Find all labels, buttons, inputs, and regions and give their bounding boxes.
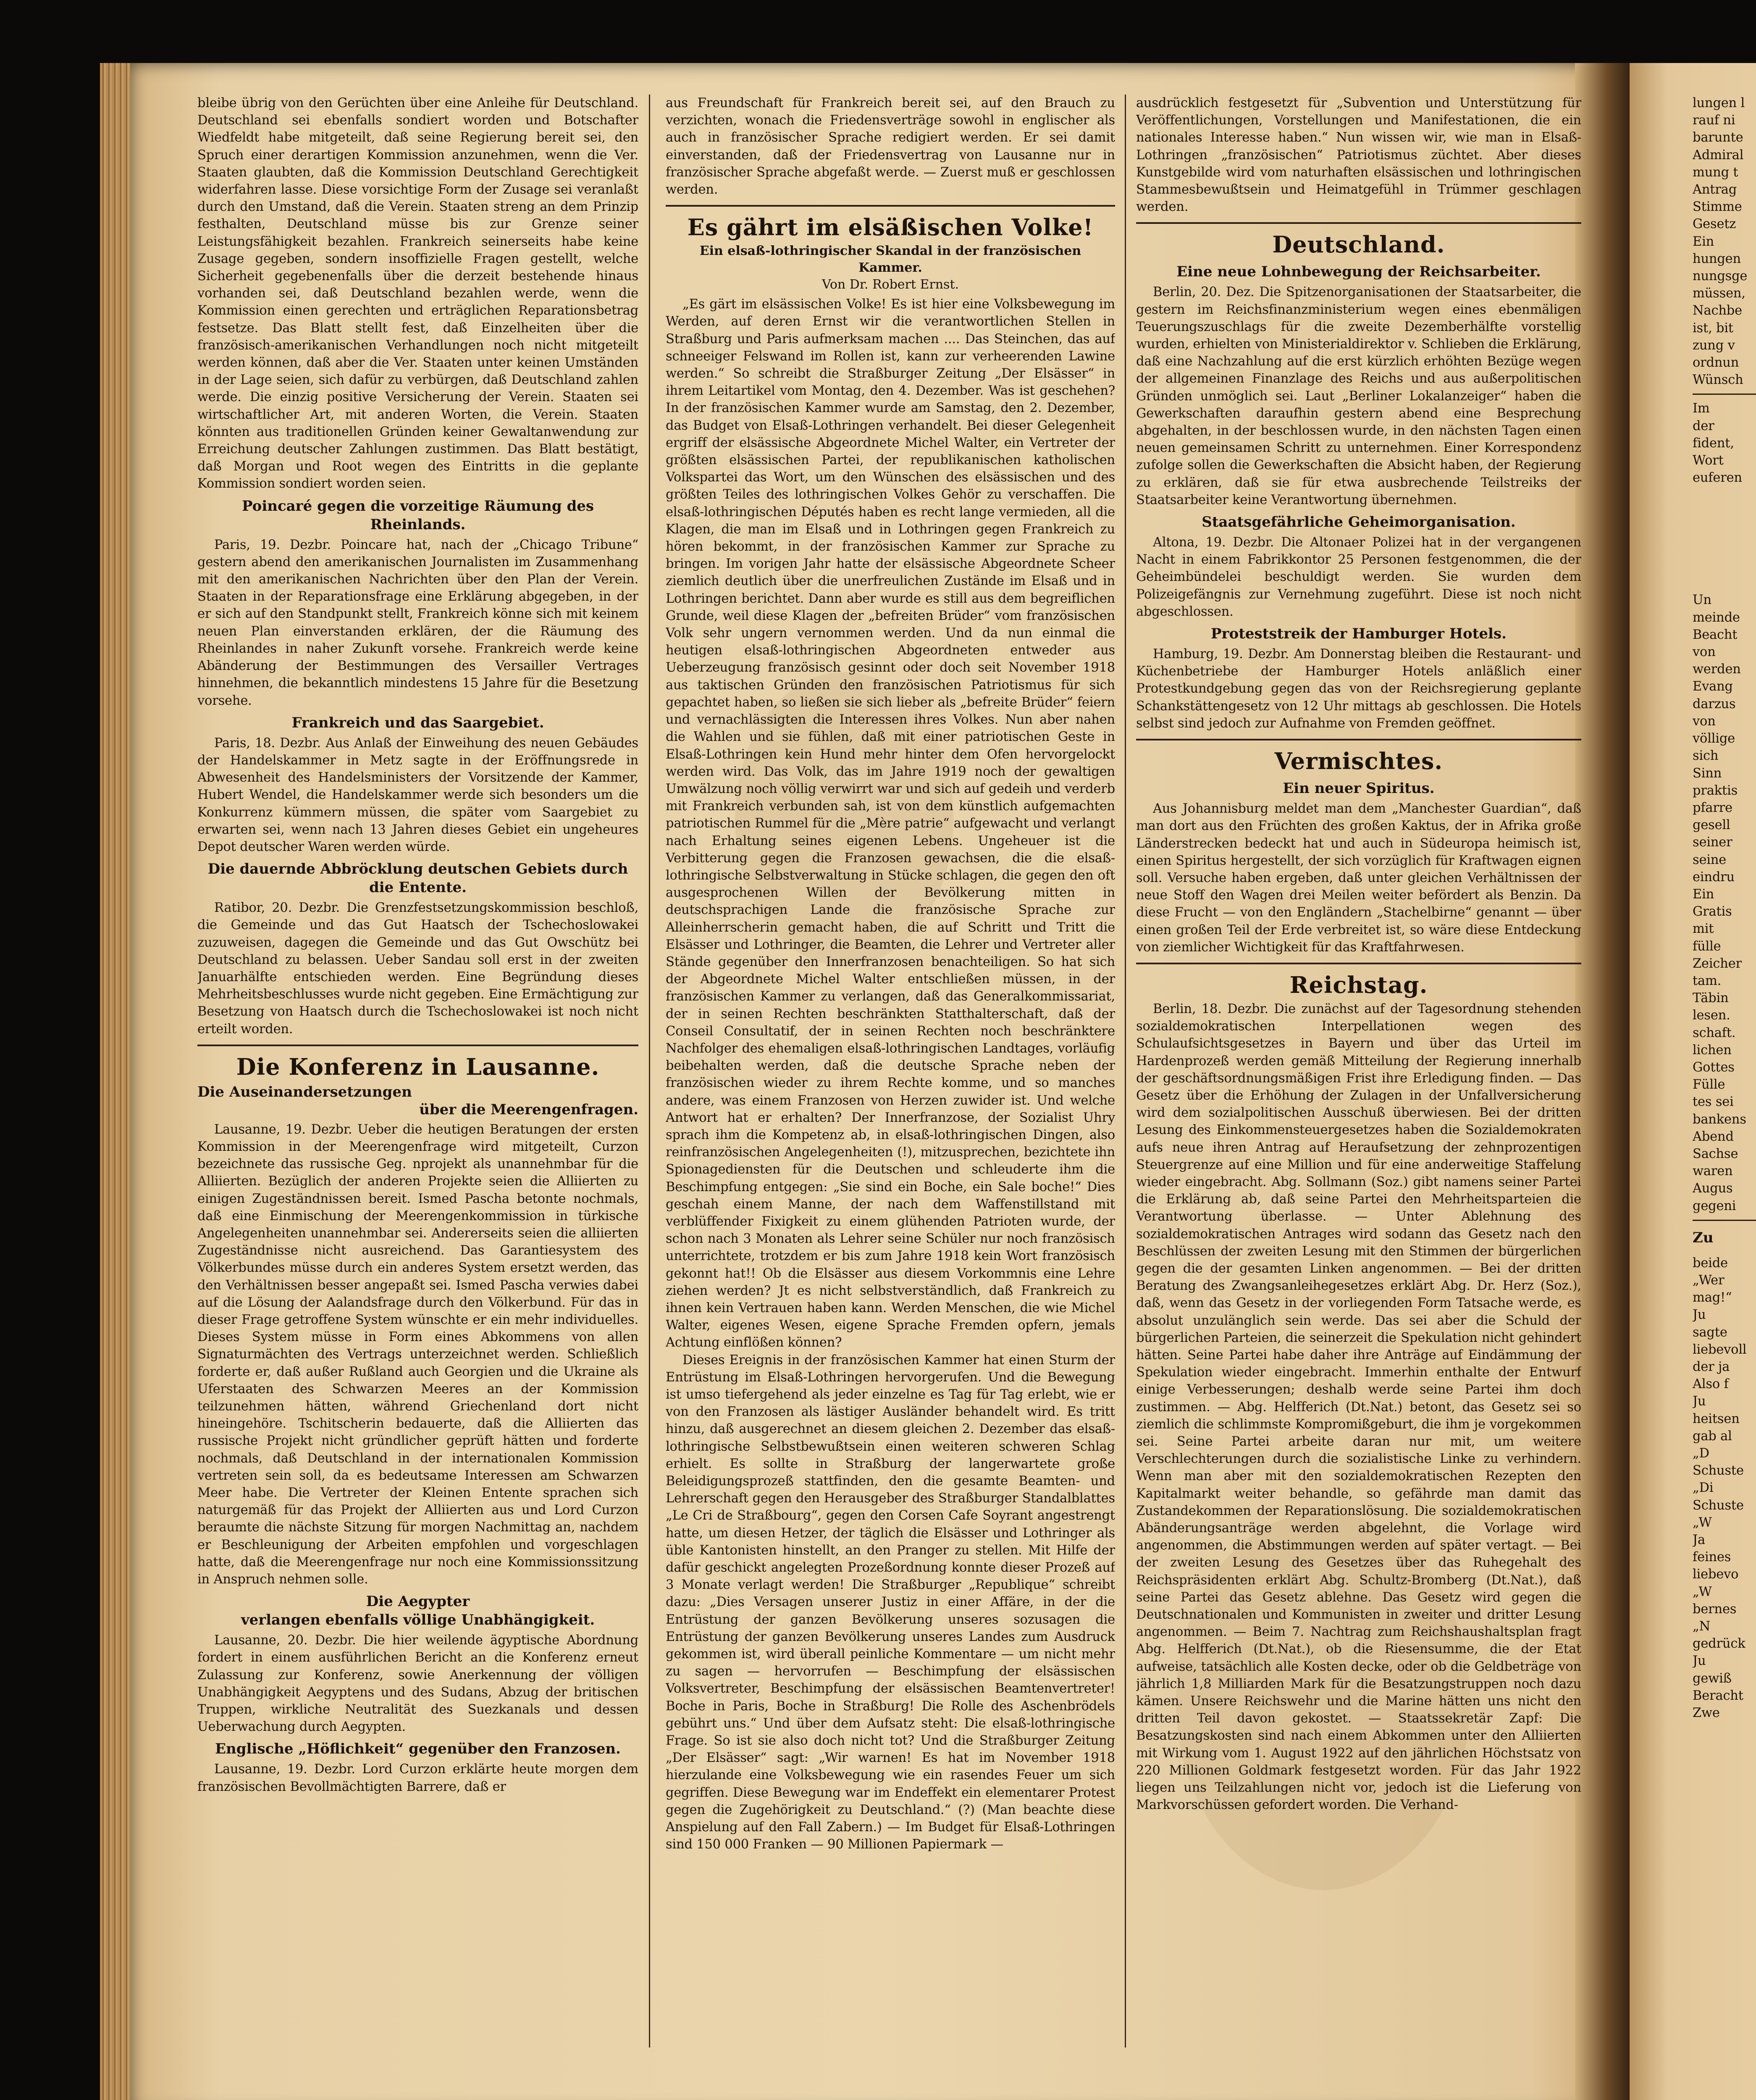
column-line: Beacht (1693, 627, 1738, 642)
article-heading: Die Aegypter (366, 1593, 470, 1610)
column-line: gewiß (1693, 1671, 1732, 1686)
article-text: Dieses Ereignis in der französischen Kammer hat einen Sturm der Entrüstung im Elsaß-Lothringen hervorgerufen. Und die Bewegung ist umso tiefergehend als jeder einzelne es Tag für Tag erlebt, wie er von den Franzosen als lästiger Ausländer behandelt wird. Es tritt hinzu, daß ausgerechnet an diesem gleichen 2. Dezember das elsaß-lothringische Selbstbewußtsein einen weiteren schweren Schlag erhielt. Es sollte in Straßburg der langerwartete große Beleidigungsprozeß stattfinden, den die gesamte Beamten- und Lehrerschaft gegen den Herausgeber des Straßburger Standalblattes „Le Cri de Straßbourg“, gegen den Corsen Cafe Soyrant angestrengt hatte, um diesen Hetzer, der täglich die Elsässer und Lothringer als üble Kantonisten hinstellt, an den Pranger zu stellen. Mit Hilfe der dafür geschickt angelegten Prozeßordnung konnte dieser Prozeß auf 3 Monate verlagt werden! Die Straßburger „Republique“ schreibt dazu: „Dies Versagen unserer Justiz in einer Affäre, in der die Entrüstung der ganzen Bevölkerung unseres sozusagen die Entrüstung der ganzen Bevölkerung unseres Landes zum Ausdruck gekommen ist, wird überall peinliche Kommentare — um nicht mehr zu sagen — hervorrufen — Beschimpfung der elsässischen Volksvertreter, Beschimpfung der elsässischen Beamtenvertreter! Boche in Paris, Boche in Straßburg! Die Rolle des Aschenbrödels gebührt uns.“ Und über dem Aufsatz steht: Die elsaß-lothringische Frage. So ist sie also doch nicht tot? Und die Straßburger Zeitung „Der Elsässer“ sagt: „Wir warnen! Es hat im November 1918 hierzulande eine Volksbewegung wie ein rasendes Feuer um sich gegriffen. Diese Bewegung war im Endeffekt ein elementarer Protest gegen die Zugehörigkeit zu Deutschland.“ (?) (Man beachte diese Anspielung auf den Fall Zabern.) — Im Budget für Elsaß-Lothringen sind 150 000 Franken — 90 Millionen Papiermark — (666, 1352, 1115, 1852)
column-line: von (1693, 714, 1716, 729)
column-line: euferen (1693, 470, 1742, 486)
column-line: Täbin (1693, 991, 1729, 1006)
column-line: von (1693, 645, 1716, 660)
column-line: „N (1693, 1619, 1711, 1634)
column-line: bernes (1693, 1601, 1737, 1617)
column-fragment (1693, 591, 1756, 1214)
column-line: Sachse (1693, 1146, 1738, 1161)
column-line: meinde (1693, 610, 1740, 625)
section-headline: Reichstag. (1289, 971, 1428, 998)
column-line: „Wer (1693, 1273, 1725, 1288)
column-line: liebevo (1693, 1567, 1739, 1582)
article-text: Lausanne, 19. Dezbr. Ueber die heutigen Beratungen der ersten Kommission in der Meerengenfrage wird mitgeteilt, Curzon bezeichnete das russische Geg. nprojekt als unannehmbar für die Alliierten. Bezüglich der anderen Projekte seien die Alliierten zu einigen Zugeständnissen bereit. Ismed Pascha betonte nochmals, daß eine Einmischung der Meerengenkommission in türkische Angelegenheiten unannehmbar sei. Andererseits seien die alliierten Zugeständnisse nicht ausreichend. Das Garantiesystem des Völkerbundes müsse durch ein anderes System ersetzt werden, das den Verhältnissen besser angepaßt sei. Ismed Pascha verwies dabei auf die Lösung der Aalandsfrage durch den Völkerbund. Für das in dieser Frage getroffene System wünschte er ein mehr individuelles. Dieses System müsse in Form eines Abkommens von allen Signaturmächten des Vertrags unterzeichnet werden. Schließlich forderte er, daß außer Rußland auch Georgien und die Ukraine als Uferstaaten des Schwarzen Meeres an der Kommission teilzunehmen hätten, während Griechenland dort nicht hineingehöre. Tschitscherin bedauerte, daß die Alliierten das russische Projekt nicht gründlicher geprüft hätten und forderte nochmals, daß Deutschland in der internationalen Kommission vertreten sein soll, da es bedeutsame Interessen am Schwarzen Meer habe. Die Vertreter der Kleinen Entente sprachen sich naturgemäß für das Projekt der Alliierten aus und Lord Curzon beraumte die nächste Sitzung für morgen Nachmittag an, nachdem er Beschleunigung der Arbeiten empfohlen und vorgeschlagen hatte, daß die Meerengenfrage nur noch eine Kommissionssitzung in Anspruch nehmen solle. (197, 1122, 638, 1587)
column-line: Schuste (1693, 1463, 1744, 1478)
section-divider (666, 205, 1115, 207)
article-kicker: Ein elsaß-lothringischer Skandal in der französischen Kammer. (699, 244, 1081, 276)
column-line: Gratis (1693, 904, 1732, 919)
column-line: Gesetz (1693, 217, 1736, 232)
column-line: mag!“ (1693, 1290, 1732, 1305)
column-line: „Di (1693, 1480, 1714, 1496)
column-line: Wünsch (1693, 373, 1743, 388)
column-fragment (1693, 94, 1756, 388)
column-line: tam. (1693, 973, 1722, 988)
column-line: „W (1693, 1515, 1712, 1530)
column-line: Sinn (1693, 766, 1722, 781)
column-line: Zeicher (1693, 956, 1742, 971)
column-fragment (1693, 400, 1756, 486)
article-heading: Die Auseinandersetzungen (197, 1083, 412, 1100)
section-divider (1136, 739, 1581, 740)
column-gap (1693, 486, 1756, 591)
article-heading: Frankreich und das Saargebiet. (291, 714, 544, 731)
column-line: liebevoll (1693, 1342, 1747, 1357)
column-line: heitsen (1693, 1411, 1740, 1426)
column-line: Schuste (1693, 1498, 1744, 1513)
article-byline: Von Dr. Robert Ernst. (822, 277, 959, 292)
column-4-partial (1693, 94, 1756, 2052)
column-line: sagte (1693, 1325, 1727, 1340)
column-line: völlige (1693, 731, 1735, 746)
article-text: Ratibor, 20. Dezbr. Die Grenzfestsetzungskommission beschloß, die Gemeinde und das Gut Haatsch der Tschechoslowakei zuzuweisen, dagegen die Gemeinde und das Gut Owschütz bei Deutschland zu belassen. Ueber Sandau soll erst in der zweiten Januarhälfte entschieden werden. Eine Begründung dieses Mehrheitsbeschlusses wurde nicht gegeben. Eine Ermächtigung zur Besetzung von Haatsch durch die Tschechoslowakei ist noch nicht erteilt worden. (197, 900, 638, 1037)
column-line: fülle (1693, 939, 1721, 954)
column-line: sich (1693, 748, 1719, 764)
column-line: „D (1693, 1446, 1709, 1461)
column-line: waren (1693, 1164, 1733, 1179)
article-heading: Poincaré gegen die vorzeitige Räumung des Rheinlands. (241, 497, 594, 533)
column-line: pfarre (1693, 800, 1733, 815)
column-line: der ja (1693, 1360, 1730, 1374)
article-text: Lausanne, 20. Dezbr. Die hier weilende ägyptische Abordnung fordert in einem ausführlichen Bericht an die Konferenz erneut Zulassung zur Konferenz, sowie Anerkennung der völligen Unabhängigkeit Aegyptens und des Sudans, Abzug der britischen Truppen, wirkliche Neutralität des Suezkanals und dessen Ueberwachung durch Aegypten. (197, 1633, 638, 1735)
column-line: schaft. (1693, 1025, 1736, 1040)
column-line: barunte (1693, 130, 1743, 145)
article-heading: Staatsgefährliche Geheimorganisation. (1202, 514, 1516, 531)
column-line: mit (1693, 921, 1714, 937)
column-line: darzus (1693, 696, 1736, 711)
column-line: Augus (1693, 1181, 1733, 1196)
column-line: Antrag (1693, 182, 1737, 197)
section-headline: Vermischtes. (1274, 748, 1443, 775)
column-line: der (1693, 418, 1714, 433)
book-gutter (1575, 63, 1634, 2100)
column-3 (1136, 94, 1581, 2052)
article-text: Paris, 19. Dezbr. Poincare hat, nach der „Chicago Tribune“ gestern abend den amerikanischen Journalisten im Zusammenhang mit den amerikanischen Nachrichten über den Plan der Verein. Staaten in der Reparationsfrage eine Erklärung abgegeben, in der er sich auf den Standpunkt stellt, Frankreich könne sich mit keinem neuen Plan einverstanden erklären, der die Räumung des Rheinlandes in naher Zukunft vorsehe. Frankreich werde keine Abänderung der Bestimmungen des Versailler Vertrages hinnehmen, die bekanntlich mindestens 15 Jahre für die Besetzung vorsehe. (197, 537, 638, 708)
column-line: gab al (1693, 1428, 1732, 1444)
column-fragment (1693, 1255, 1756, 1722)
column-line: beide (1693, 1255, 1728, 1270)
column-line: Ja (1693, 1533, 1706, 1548)
column-line: hungen (1693, 251, 1741, 266)
column-line: fident, (1693, 436, 1734, 451)
section-divider (1136, 963, 1581, 964)
article-text: ausdrücklich festgesetzt für „Subvention und Unterstützung für Veröffentlichungen, Vorstellungen und Manifestationen, die ein nationales Interesse haben.“ Nun wissen wir, wie man in Elsaß-Lothringen „französischen“ Patriotismus züchtet. Aber dieses Kunstgebilde wird vom naturhaften elsässischen und lothringischen Stammesbewußtsein und Heimatgefühl in Trümmer geschlagen werden. (1136, 96, 1581, 215)
article-text: „Es gärt im elsässischen Volke! Es ist hier eine Volksbewegung im Werden, auf deren Ernst wir die verantwortlichen Stellen in Straßburg und Paris aufmerksam machen .... Das Steinchen, das auf schneeiger Felswand im Rollen ist, kann zur verheerenden Lawine werden.“ So schreibt die Straßburger Zeitung „Der Elsässer“ in ihrem Leitartikel vom Montag, den 4. Dezember. Was ist geschehen? In der französischen Kammer wurde am Samstag, den 2. Dezember, das Budget von Elsaß-Lothringen verhandelt. Bei dieser Gelegenheit ergriff der elsässische Abgeordnete Michel Walter, ein Vertreter der größten elsässischen Partei, der republikanischen katholischen Volkspartei das Wort, um den Wünschen des elsässischen und des größten Teiles des lothringischen Volkes Gehör zu verschaffen. Die elsaß-lothringischen Députés haben es recht lange vermieden, all die Klagen, die man im Elsaß und in Lothringen gegen Frankreich zu hören bekommt, in der französischen Kammer zur Sprache zu bringen. Im vorigen Jahr hatte der elsässische Abgeordnete Scheer ziemlich deutlich über die unerfreulichen Zustände im Elsaß und in Lothringen berichtet. Dann aber wurde es still aus dem begreiflichen Grunde, weil diese Klagen der „befreiten Brüder“ vom französischen Volk sehr ungern vernommen werden. Und da nun einmal die heutigen elsaß-lothringischen Abgeordneten entweder aus Ueberzeugung französisch gesinnt oder doch seit November 1918 aus taktischen Gründen den französischen Patriotismus für sich gepachtet haben, so ließen sie sich lieber als „befreite Brüder“ feiern und vernachlässigten die Interessen ihres Volkes. Nun aber nahen die Wahlen und sie fühlen, daß mit einer patriotischen Geste in Elsaß-Lothringen kein Hund mehr hinter dem Ofen hervorgelockt werden wird. Das Volk, das im Jahre 1919 noch der gewaltigen Umwälzung noch völlig verwirrt war und sich auf gedeih und verderb mit Frankreich verbunden sah, ist von dem künstlich aufgemachten patriotischen Rummel für die „Mère patrie“ aufgewacht und verlangt nach Erhaltung seines eigenen Lebens. Ungeheuer ist die Verbitterung gegen die Franzosen gewachsen, die die elsaß-lothringische Selbstverwaltung in Stücke schlagen, die gegen den oft ausgesprochenen Willen der Bevölkerung mitten in deutschsprachigen Lande die französische Sprache zur Alleinherrscherin gemacht haben, die auf Schritt und Tritt die Elsässer und Lothringer, die Beamten, die Lehrer und Vertreter aller Stände gegenüber den Innerfranzosen benachteiligen. So hat sich der Abgeordnete Michel Walter entschließen müssen, in der französischen Kammer zu verlangen, daß das Generalkommissariat, der in seinen Rechten beschränkten Statthalterschaft, daß der Conseil Consultatif, der in seinen Rechten noch beschränktere Nachfolger des ehemaligen elsaß-lothringischen Landtages, vorläufig beibehalten werden, daß die deutsche Sprache neben der französischen wieder zu ihrem Rechte komme, und so manches andere, was einem Franzosen von Herzen zuwider ist. Und welche Antwort hat er erhalten? Der Innerfranzose, der Sozialist Uhry sprach ihm die Kompetenz ab, in elsaß-lothringischen Dingen, also reinfranzösischen Angelegenheiten (!), mitzusprechen, bezichtete ihn Spionagediensten für die Deutschen und schleuderte ihm die Beschimpfung entgegen: „Sie sind ein Boche, ein Sale boche!“ Dies geschah einem Manne, der nach dem Waffenstillstand mit verblüffender Fixigkeit zu einem glühenden Patrioten wurde, der schon nach 3 Monaten als Lehrer seine Schüler nur noch französisch unterrichtete, trotzdem er bis zum Jahre 1918 kein Wort französisch gekonnt hat!! Ob die Elsässer aus diesem Vorkommnis eine Lehre ziehen werden? Jt es nicht selbstverständlich, daß Frankreich zu ihnen kein Vertrauen haben kann. Werden Menschen, die wie Michel Walter, eigenes Wesen, eigene Sprache Fremden opfern, jemals Achtung einflößen können? (666, 297, 1115, 1350)
column-line: eindru (1693, 869, 1735, 885)
article-text: Paris, 18. Dezbr. Aus Anlaß der Einweihung des neuen Gebäudes der Handelskammer in Metz sagte in der Eröffnungsrede in Abwesenheit des Handelsministers der Vorsitzende der Kammer, Hubert Wendel, die Handelskammer werde sich besonders um die Konkurrenz kümmern müssen, die später vom Saargebiet zu erwarten sei, wenn nach 13 Jahren dieses Gebiet ein ungeheures Depot deutscher Waren werden würde. (197, 735, 638, 854)
article-text: Berlin, 18. Dezbr. Die zunächst auf der Tagesordnung stehenden sozialdemokratischen Interpellationen wegen des Schulaufsichtsgesetzes in Bayern und über das Urteil im Hardenprozeß werden gemäß Mitteilung der Regierung innerhalb der geschäftsordnungsmäßigen Frist ihre Erledigung finden. — Das Gesetz über die Erhöhung der Zulagen in der Unfallversicherung wird dem sozialpolitischen Ausschuß überwiesen. Bei der dritten Lesung des Einkommensteuergesetzes haben die Sozialdemokraten aufs neue ihren Antrag auf Heraufsetzung der zehnprozentigen Steuergrenze auf eine Million und für eine anderweitige Staffelung wieder eingebracht. Abg. Sollmann (Soz.) gibt namens seiner Partei die Erklärung ab, daß seine Partei den Mehrheitsparteien die Verantwortung überlasse. — Unter Ablehnung des sozialdemokratischen Antrages wird sodann das Gesetz nach den Beschlüssen der zweiten Lesung mit den Stimmen der bürgerlichen gegen die der gesamten Linken angenommen. — Bei der dritten Beratung des Zwangsanleihegesetzes erklärt Abg. Dr. Herz (Soz.), daß, wenn das Gesetz in der vorliegenden Form Tatsache werde, es absolut unzulänglich sein werde. Das sei aber die Schuld der bürgerlichen Parteien, die seinerzeit die Spekulation nicht gehindert hätten. Seine Partei habe daher ihre Anträge auf Eindämmung der Spekulation wieder eingebracht. Immerhin enthalte der Entwurf einige Verbesserungen; deshalb werde seine Partei ihm doch zustimmen. — Abg. Helfferich (Dt.Nat.) betont, das Gesetz sei so ziemlich die schlimmste Kompromißgeburt, die ihm je vorgekommen sei. Seine Partei arbeite daran nur mit, um weitere Verschlechterungen durch die sozialistische Linke zu verhindern. Wenn man aber mit den sozialdemokratischen Rezepten den Kapitalmarkt weiter behandle, so gefährde man damit das Zustandekommen der Reparationslösung. Die sozialdemokratischen Abänderungsanträge werden abgelehnt, die Vorlage wird angenommen, die Abstimmungen werden auf später vertagt. — Bei der zweiten Lesung des Gesetzes über das Ruhegehalt des Reichspräsidenten erklärt Abg. Schultz-Bromberg (Dt.Nat.), daß seine Partei das Gesetz ablehne. Das Gesetz wird gegen die Deutschnationalen und Kommunisten in zweiter und dritter Lesung angenommen. — Beim 7. Nachtrag zum Reichshaushaltsplan fragt Abg. Helfferich (Dt.Nat.), ob die Riesensumme, die der Etat aufweise, tatsächlich alle Kosten decke, oder ob die Geldbeträge von jährlich 1,8 Milliarden Mark für die Besatzungstruppen noch dazu kämen. Unsere Reichswehr und die Marine hätten uns nicht den dritten Teil davon gekostet. — Staatssekretär Zapf: Die Besatzungskosten sind nach einem Abkommen unter den Alliierten mit Wirkung vom 1. August 1922 auf den jährlichen Höchstsatz von 220 Millionen Goldmark festgesetzt worden. Für das Jahr 1922 liegen uns Teilzahlungen nicht vor, jedoch ist die Lieferung von Markvorschüssen gefordert worden. Die Verhand- (1136, 1001, 1581, 1813)
column-line: tes sei (1693, 1095, 1734, 1110)
article-text: Lausanne, 19. Dezbr. Lord Curzon erklärte heute morgen dem französischen Bevollmächtigten Barrere, daß er (197, 1762, 638, 1794)
column-rule (649, 94, 650, 2048)
column-line: lungen l (1693, 96, 1745, 110)
column-line: Abend (1693, 1129, 1734, 1144)
column-line: bankens (1693, 1112, 1746, 1127)
column-line: Ju (1693, 1307, 1706, 1323)
column-line: gedrück (1693, 1636, 1746, 1651)
article-heading: verlangen ebenfalls völlige Unabhängigkeit. (241, 1612, 595, 1629)
column-rule (1125, 94, 1126, 2048)
column-line: Zwe (1693, 1706, 1720, 1721)
article-heading: Englische „Höflichkeit“ gegenüber den Franzosen. (215, 1740, 621, 1758)
article-text: aus Freundschaft für Frankreich bereit sei, auf den Brauch zu verzichten, wonach die Friedensverträge sowohl in englischer als auch in französischer Sprache redigiert werden. Er sei damit einverstanden, daß der Friedensvertrag von Lausanne nur in französischer Sprache abgefaßt werde. — Zuerst muß er geschlossen werden. (666, 96, 1115, 197)
article-heading: Ein neuer Spiritus. (1283, 780, 1435, 797)
column-line: Evang (1693, 679, 1733, 694)
column-line: werden (1693, 662, 1741, 677)
section-headline: Deutschland. (1272, 231, 1445, 258)
column-line: Un (1693, 593, 1711, 608)
section-divider (1693, 394, 1756, 395)
section-marker: Zu (1693, 1229, 1714, 1246)
column-line: Gottes (1693, 1060, 1735, 1075)
column-line: seine (1693, 852, 1727, 867)
column-line: gegeni (1693, 1198, 1736, 1213)
column-line: Nachbe (1693, 303, 1742, 318)
article-text: Altona, 19. Dezbr. Die Altonaer Polizei hat in der vergangenen Nacht in einem Fabrikkontor 25 Personen festgenommen, die der Geheimbündelei beschuldigt werden. Sie wurden dem Polizeigefängnis zur Vernehmung zugeführt. Diese ist noch nicht abgeschlossen. (1136, 535, 1581, 619)
article-text: Hamburg, 19. Dezbr. Am Donnerstag bleiben die Restaurant- und Küchenbetriebe der Hamburger Hotels anläßlich einer Protestkundgebung gegen das von der Reichsregierung geplante Schankstättengesetz von 12 Uhr mittags ab geschlossen. Die Hotels selbst sind jedoch zur Aufnahme von Fremden geöffnet. (1136, 647, 1581, 731)
article-text: Aus Johannisburg meldet man dem „Manchester Guardian“, daß man dort aus den Früchten des großen Kaktus, der in Afrika große Länderstrecken bedeckt hat und auch in Südeuropa heimisch ist, einen Spiritus hergestellt, der sich vorzüglich für Kraftwagen eignen soll. Versuche haben ergeben, daß unter gleichen Verhältnissen der neue Stoff den Wagen drei Meilen weiter befördert als Benzin. Da diese Frucht — von den Engländern „Stachelbirne“ genannt — über einen großen Teil der Erde verbreitet ist, so wäre diese Entdeckung von ziemlicher Wichtigkeit für das Kraftfahrwesen. (1136, 801, 1581, 955)
section-headline: Die Konferenz in Lausanne. (236, 1053, 600, 1080)
column-line: zung v (1693, 338, 1735, 353)
column-line: Ein (1693, 234, 1714, 249)
column-line: seiner (1693, 835, 1732, 850)
column-line: nungsge (1693, 269, 1748, 284)
column-line: rauf ni (1693, 113, 1735, 128)
column-line: Ju (1693, 1394, 1706, 1409)
column-line: Ein (1693, 887, 1714, 902)
column-line: Ju (1693, 1654, 1706, 1669)
column-1 (197, 94, 638, 2052)
column-line: müssen, (1693, 286, 1746, 301)
column-line: Im (1693, 401, 1710, 416)
article-text: Berlin, 20. Dez. Die Spitzenorganisationen der Staatsarbeiter, die gestern im Reichsfinanzministerium wegen eines ebenmäligen Teuerungszuschlags für die zweite Dezemberhälfte vorstellig wurden, erhielten von Ministerialdirektor v. Schlieben die Erklärung, daß eine Nachzahlung auf die erst kürzlich erhöhten Bezüge wegen der allgemeinen Finanzlage des Reichs und aus außerpolitischen Gründen unmöglich sei. Laut „Berliner Lokalanzeiger“ haben die Gewerkschaften daraufhin gestern abend eine Besprechung abgehalten, in der beschlossen wurde, in den nächsten Tagen einen neuen gemeinsamen Schritt zu unternehmen. Einer Korrespondenz zufolge sollen die Gewerkschaften die Absicht haben, der Regierung zu erklären, daß sie für etwa ausbrechende Teilstreiks der Staatsarbeiter keine Verantwortung übernehmen. (1136, 285, 1581, 507)
column-line: praktis (1693, 783, 1738, 798)
column-line: Stimme (1693, 200, 1742, 215)
section-headline: Es gährt im elsäßischen Volke! (687, 214, 1094, 241)
column-line: ordnun (1693, 355, 1739, 370)
column-line: lesen. (1693, 1008, 1730, 1023)
article-heading: über die Meerengenfragen. (419, 1101, 638, 1118)
section-divider (1136, 222, 1581, 224)
article-heading: Proteststreik der Hamburger Hotels. (1211, 625, 1507, 643)
column-line: „W (1693, 1584, 1712, 1599)
section-divider (1693, 1220, 1756, 1221)
column-line: Wort (1693, 453, 1724, 468)
column-2 (666, 94, 1115, 2052)
column-line: lichen (1693, 1042, 1732, 1058)
article-heading: Die dauernde Abbröcklung deutschen Gebiets durch die Entente. (207, 861, 628, 896)
column-line: feines (1693, 1550, 1731, 1565)
column-line: ist, bit (1693, 320, 1733, 336)
column-line: Beracht (1693, 1688, 1743, 1703)
column-line: Fülle (1693, 1077, 1725, 1092)
article-heading: Eine neue Lohnbewegung der Reichsarbeiter. (1176, 263, 1541, 281)
column-line: mung t (1693, 165, 1738, 180)
section-divider (197, 1045, 638, 1046)
column-line: Admiral (1693, 147, 1744, 163)
article-text: bleibe übrig von den Gerüchten über eine Anleihe für Deutschland. Deutschland sei ebenfalls sondiert worden und Botschafter Wiedfeldt habe mitgeteilt, daß seine Regierung bereit sei, den Spruch einer derartigen Kommission anzunehmen, wenn die Ver. Staaten glaubten, daß die Kommission Deutschland Gerechtigkeit widerfahren lasse. Diese vorsichtige Form der Zusage sei veranlaßt durch den Umstand, daß die Verein. Staaten streng an dem Prinzip festhalten, Deutschland müsse bis zur Grenze seiner Leistungsfähigkeit bezahlen. Frankreich seinerseits habe keine Zusage gegeben, sondern insoffizielle Fragen gestellt, welche Sicherheit gegebenenfalls über die derzeit bestehende hinaus vorhanden sei, daß Deutschland bezahlen werde, wenn die Kommission einen gerechten und erträglichen Reparationsbetrag festsetze. Das Blatt stellt fest, daß Einzelheiten über die französisch-amerikanischen Verhandlungen noch nicht mitgeteilt werden können, daß aber die Ver. Staaten unter keinen Umständen in der Lage seien, sich dafür zu verbürgen, daß Deutschland zahlen werde. Die einzig positive Versicherung der Verein. Staaten sei wirtschaftlicher Art, mit anderen Worten, die Verein. Staaten könnten aus traditionellen Gründen keiner Gewaltanwendung zur Erreichung deutscher Zahlungen zustimmen. Das Blatt bestätigt, daß Morgan und Root wegen des Eintritts in die geplante Kommission sondiert worden seien. (197, 96, 638, 491)
column-line: Also f (1693, 1377, 1729, 1392)
column-line: gesell (1693, 818, 1730, 833)
